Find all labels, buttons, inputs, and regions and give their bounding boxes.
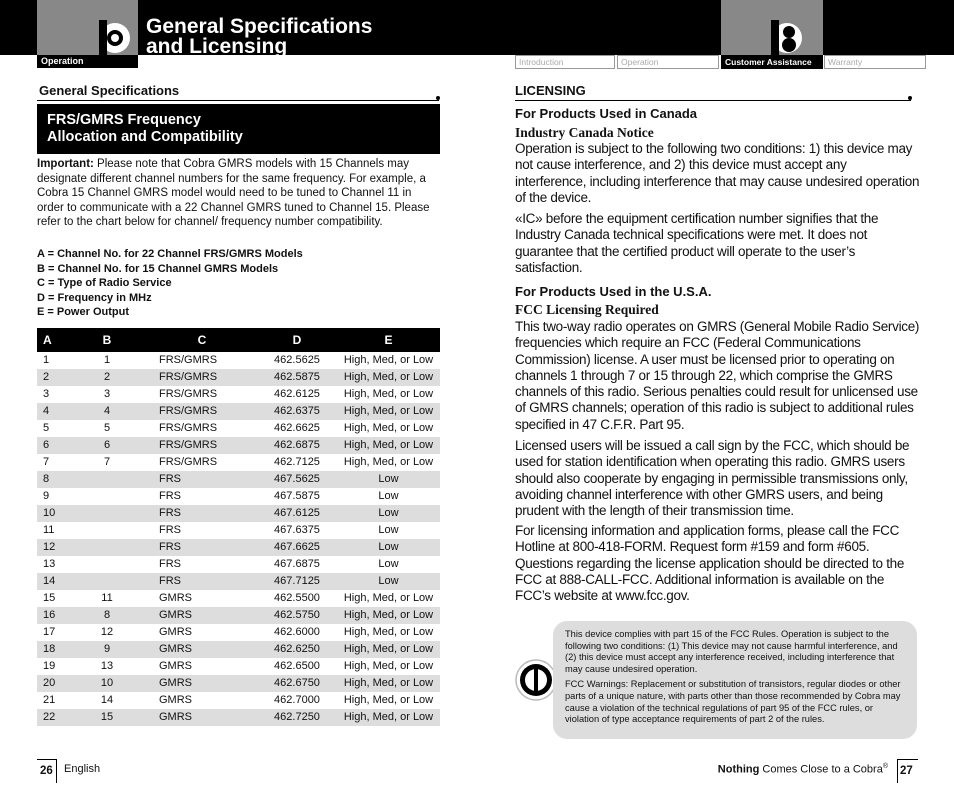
table-cell: 22 xyxy=(37,709,67,726)
table-row xyxy=(37,420,440,437)
table-cell: 467.6875 xyxy=(274,558,320,570)
fcc-compliance-box xyxy=(553,621,917,739)
table-header-cell: A xyxy=(37,328,67,352)
table-cell: 9 xyxy=(43,490,50,502)
table-cell: 11 xyxy=(101,592,113,604)
table-cell: 19 xyxy=(43,660,56,672)
table-cell: 462.7000 xyxy=(274,694,320,706)
table-cell: 462.5750 xyxy=(257,607,337,624)
table-row xyxy=(37,641,440,658)
table-row xyxy=(37,658,440,675)
table-row xyxy=(37,539,440,556)
table-cell: 467.5875 xyxy=(274,490,320,502)
table-cell xyxy=(67,505,147,522)
table-row xyxy=(37,403,440,420)
fcc-box-paragraph-2: FCC Warnings: Replacement or substitution of transistors, regular diodes or other parts of a unique nature, with parts other than those recommended by Cobra may cause a violation of the technical regulations of part 95 of the FCC rules, or violation of type acceptance requirements of part 2 of the rules. xyxy=(565,679,901,725)
table-cell: Low xyxy=(378,558,399,570)
table-cell: FRS xyxy=(159,558,181,570)
table-cell: 462.7125 xyxy=(274,456,320,468)
table-row xyxy=(37,556,440,573)
table-cell: 7 xyxy=(103,456,111,468)
table-cell: FRS xyxy=(159,524,181,536)
table-cell: High, Med, or Low xyxy=(343,422,434,434)
frequency-box-title: FRS/GMRS Frequency Allocation and Compatibility xyxy=(37,104,440,154)
section-dot xyxy=(436,96,440,100)
table-cell: GMRS xyxy=(159,592,192,604)
tab-operation[interactable]: Operation xyxy=(617,55,719,69)
table-row xyxy=(37,692,440,709)
table-cell: High, Med, or Low xyxy=(337,403,440,420)
table-row xyxy=(37,709,440,726)
table-cell: 3 xyxy=(43,388,50,400)
table-header-cell: C xyxy=(147,328,257,352)
table-cell: 462.5625 xyxy=(274,354,320,366)
table-cell: High, Med, or Low xyxy=(343,388,434,400)
table-row xyxy=(37,369,440,386)
table-row xyxy=(37,488,440,505)
table-cell: 462.6000 xyxy=(274,626,320,638)
table-cell: Low xyxy=(337,573,440,590)
table-cell: GMRS xyxy=(159,626,192,638)
tab-operation-left[interactable]: Operation xyxy=(37,55,138,68)
table-cell: 4 xyxy=(67,403,147,420)
usa-heading: For Products Used in the U.S.A. xyxy=(515,284,712,299)
section-dot xyxy=(908,96,912,100)
tab-warranty[interactable]: Warranty xyxy=(824,55,926,69)
table-cell xyxy=(67,573,147,590)
table-cell: 462.6750 xyxy=(257,675,337,692)
page-number-right: 27 xyxy=(900,765,913,777)
table-cell: 17 xyxy=(43,626,56,638)
table-cell: High, Med, or Low xyxy=(343,626,434,638)
table-cell xyxy=(67,539,147,556)
table-cell: GMRS xyxy=(147,607,257,624)
table-cell: GMRS xyxy=(147,675,257,692)
table-cell: 6 xyxy=(67,437,147,454)
footer-tagline: Nothing Comes Close to a Cobra® xyxy=(717,763,888,776)
table-cell: FRS/GMRS xyxy=(159,354,218,366)
table-cell: 462.6625 xyxy=(274,422,320,434)
table-cell: 11 xyxy=(43,524,55,536)
table-cell: Low xyxy=(378,524,399,536)
table-row xyxy=(37,386,440,403)
table-header-cell: E xyxy=(337,328,440,352)
table-cell: 5 xyxy=(43,422,50,434)
table-header-row xyxy=(37,328,440,352)
table-cell: 13 xyxy=(43,558,56,570)
table-cell: 462.7250 xyxy=(257,709,337,726)
table-row xyxy=(37,590,440,607)
table-cell: 467.6375 xyxy=(274,524,320,536)
table-cell: GMRS xyxy=(147,641,257,658)
footer-language: English xyxy=(64,763,101,775)
table-cell: 21 xyxy=(43,694,56,706)
table-cell: 462.6875 xyxy=(257,437,337,454)
fcc-box-paragraph-1: This device complies with part 15 of the FCC Rules. Operation is subject to the following two conditions: (1) This device may not cause harmful interference, and (2) this device must accept any interference received, including interference that may cause undesired operation. xyxy=(565,629,898,674)
table-cell: 16 xyxy=(37,607,67,624)
usa-notice-title: FCC Licensing Required xyxy=(515,302,659,317)
table-cell: 12 xyxy=(100,626,114,638)
table-cell: 9 xyxy=(67,641,147,658)
table-cell: 462.6375 xyxy=(257,403,337,420)
table-row xyxy=(37,624,440,641)
table-cell: 462.6250 xyxy=(257,641,337,658)
table-row xyxy=(37,522,440,539)
table-cell: High, Med, or Low xyxy=(343,456,434,468)
frequency-table xyxy=(37,328,440,726)
table-row xyxy=(37,607,440,624)
table-header-cell: B xyxy=(67,328,147,352)
table-cell: FRS xyxy=(147,505,257,522)
table-cell: Low xyxy=(378,490,399,502)
table-cell: 8 xyxy=(67,607,147,624)
table-cell: 467.6625 xyxy=(257,539,337,556)
table-cell: GMRS xyxy=(159,694,192,706)
table-cell: 18 xyxy=(37,641,67,658)
table-cell xyxy=(67,488,147,505)
usa-paragraph-3: For licensing information and application forms, please call the FCC Hotline at 800-418-FORM. Request form #159 and form #605. Questions regarding the license application should be directed to the FCC at 888-CALL-FCC. Additional information is available on the FCC’s website at www.fcc.gov. xyxy=(515,523,905,604)
usa-paragraph-1: This two-way radio operates on GMRS (General Mobile Radio Service) frequencies which require an FCC (Federal Communications Commission) license. A user must be licensed prior to operating on channels 1 through 7 or 15 through 22, which comprise the GMRS channels of this radio. Serious penalties could result for unlicensed use of GMRS channels; operation of this radio is subject to additional rules specified in 47 C.F.R. Part 95. xyxy=(515,319,920,432)
table-cell xyxy=(67,471,147,488)
page-title: General Specifications and Licensing xyxy=(146,15,373,58)
table-cell: High, Med, or Low xyxy=(337,437,440,454)
book-icon xyxy=(95,18,131,58)
table-cell: 8 xyxy=(37,471,67,488)
table-cell: High, Med, or Low xyxy=(337,641,440,658)
table-cell: FRS/GMRS xyxy=(147,437,257,454)
table-cell: 462.6125 xyxy=(274,388,320,400)
table-cell: High, Med, or Low xyxy=(337,709,440,726)
table-cell: Low xyxy=(337,505,440,522)
canada-paragraph-2: «IC» before the equipment certification number signifies that the Industry Canada technical specifications were met. It does not guarantee that the certified product will operate to the user’s satisfaction. xyxy=(515,211,879,275)
table-cell: 14 xyxy=(100,694,114,706)
table-cell: High, Med, or Low xyxy=(337,369,440,386)
table-cell: 2 xyxy=(67,369,147,386)
table-cell xyxy=(67,556,147,573)
table-cell: High, Med, or Low xyxy=(343,592,434,604)
table-row xyxy=(37,505,440,522)
table-cell: 13 xyxy=(100,660,114,672)
table-cell: 20 xyxy=(37,675,67,692)
table-cell: FRS/GMRS xyxy=(147,403,257,420)
table-row xyxy=(37,437,440,454)
table-cell: High, Med, or Low xyxy=(337,675,440,692)
section-rule xyxy=(37,100,439,101)
table-row xyxy=(37,352,440,369)
table-cell: 14 xyxy=(37,573,67,590)
table-row xyxy=(37,471,440,488)
table-cell: 467.7125 xyxy=(257,573,337,590)
canada-notice-title: Industry Canada Notice xyxy=(515,125,654,140)
table-cell: 462.6500 xyxy=(274,660,320,672)
table-cell: 1 xyxy=(43,354,50,366)
page-number-left: 26 xyxy=(40,765,53,777)
table-cell: High, Med, or Low xyxy=(343,660,434,672)
definitions-list: A = Channel No. for 22 Channel FRS/GMRS Models B = Channel No. for 15 Channel GMRS Models C = Type of Radio Service D = Frequency in MHz E = Power Output xyxy=(37,248,303,318)
table-cell: Low xyxy=(337,471,440,488)
section-title-licensing: LICENSING xyxy=(515,83,586,98)
table-cell: 6 xyxy=(37,437,67,454)
table-cell: 467.5625 xyxy=(257,471,337,488)
table-cell: 15 xyxy=(43,592,56,604)
table-row xyxy=(37,675,440,692)
table-cell: High, Med, or Low xyxy=(343,694,434,706)
important-note: Important: Please note that Cobra GMRS models with 15 Channels may designate different channel numbers for the same frequency. For example, a Cobra 15 Channel GMRS model would need to be tuned to Channel 11 in order to communicate with a 22 Channel GMRS tuned to Channel 15. Please refer to the chart below for channel/ frequency number compatibility. xyxy=(37,158,430,229)
table-cell: FRS xyxy=(147,539,257,556)
table-cell: FRS xyxy=(147,471,257,488)
table-cell: FRS/GMRS xyxy=(159,456,218,468)
table-cell: FRS xyxy=(159,490,181,502)
table-cell: 2 xyxy=(37,369,67,386)
table-cell: 12 xyxy=(37,539,67,556)
tab-customer-assistance[interactable]: Customer Assistance xyxy=(721,55,823,69)
table-header-cell: D xyxy=(257,328,337,352)
section-title-general-specs: General Specifications xyxy=(39,83,180,98)
section-rule xyxy=(515,100,911,101)
table-cell: Low xyxy=(337,539,440,556)
table-cell: 4 xyxy=(37,403,67,420)
table-cell: GMRS xyxy=(147,709,257,726)
table-cell: High, Med, or Low xyxy=(343,354,434,366)
table-cell: 15 xyxy=(67,709,147,726)
table-cell: 462.5500 xyxy=(274,592,320,604)
table-cell: 10 xyxy=(67,675,147,692)
table-cell: FRS/GMRS xyxy=(159,422,218,434)
table-row xyxy=(37,454,440,471)
table-cell: FRS/GMRS xyxy=(147,369,257,386)
table-cell: High, Med, or Low xyxy=(337,607,440,624)
table-cell: FRS/GMRS xyxy=(159,388,218,400)
table-cell: 7 xyxy=(43,456,50,468)
usa-paragraph-2: Licensed users will be issued a call sign by the FCC, which should be used for station identification when operating this radio. GMRS users should also cooperate by engaging in permissible transmissions only, avoiding channel interference with other GMRS users, and being prudent with the length of their transmission time. xyxy=(515,438,910,519)
canada-heading: For Products Used in Canada xyxy=(515,106,698,121)
table-cell: 462.5875 xyxy=(257,369,337,386)
table-cell: 5 xyxy=(103,422,111,434)
tab-introduction[interactable]: Introduction xyxy=(515,55,615,69)
book-icon xyxy=(767,18,803,58)
table-cell xyxy=(67,522,147,539)
table-cell: 3 xyxy=(103,388,111,400)
table-cell: FRS xyxy=(147,573,257,590)
table-row xyxy=(37,573,440,590)
table-cell: GMRS xyxy=(159,660,192,672)
table-cell: 10 xyxy=(37,505,67,522)
canada-paragraph-1: Operation is subject to the following two conditions: 1) this device may not cause interference, and 2) this device must accept any interference, including interference that may cause undesired operation of the device. xyxy=(515,141,920,205)
table-cell: 467.6125 xyxy=(257,505,337,522)
info-badge-icon xyxy=(515,659,557,701)
table-cell: 1 xyxy=(103,354,111,366)
